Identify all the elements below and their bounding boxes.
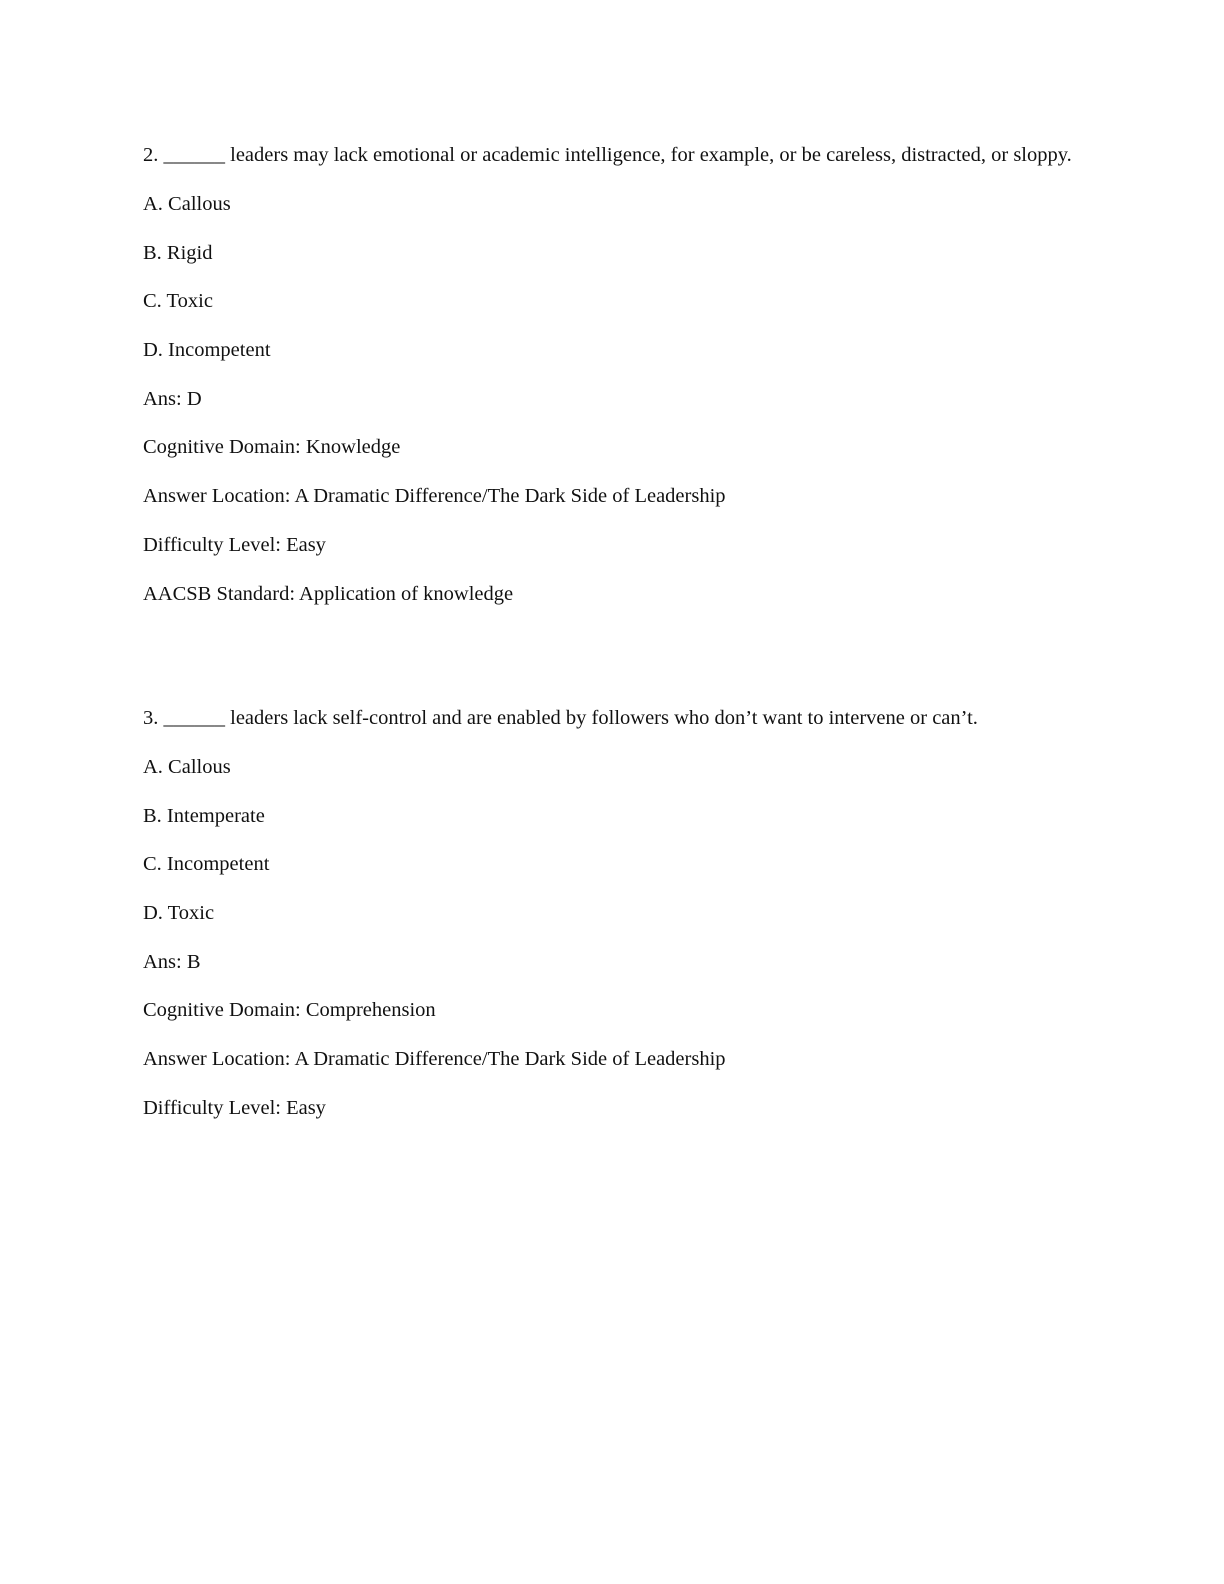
answer: Ans: B [143,950,201,973]
question-3 [143,704,1078,1143]
answer-location: Answer Location: A Dramatic Difference/The Dark Side of Leadership [143,485,726,508]
difficulty-level: Difficulty Level: Easy [143,533,326,556]
option-d: D. Toxic [143,902,215,925]
answer: Ans: D [143,387,202,410]
option-d: D. Incompetent [143,339,271,362]
option-c: C. Incompetent [143,853,270,876]
option-a: A. Callous [143,756,231,778]
option-b: B. Intemperate [143,804,265,827]
option-c: C. Toxic [143,290,213,313]
question-stem: 3. ______ leaders lack self-control and are enabled by followers who don’t want to intervene or can’t. [143,707,978,729]
question-stem: 2. ______ leaders may lack emotional or academic intelligence, for example, or be careless, distracted, or sloppy. [143,144,1072,166]
cognitive-domain: Cognitive Domain: Knowledge [143,436,401,459]
aacsb-standard: AACSB Standard: Application of knowledge [143,582,514,605]
answer-location: Answer Location: A Dramatic Difference/The Dark Side of Leadership [143,1048,726,1071]
option-b: B. Rigid [143,241,213,264]
cognitive-domain: Cognitive Domain: Comprehension [143,999,436,1022]
question-2 [143,141,1078,628]
option-a: A. Callous [143,193,231,215]
difficulty-level: Difficulty Level: Easy [143,1096,326,1119]
